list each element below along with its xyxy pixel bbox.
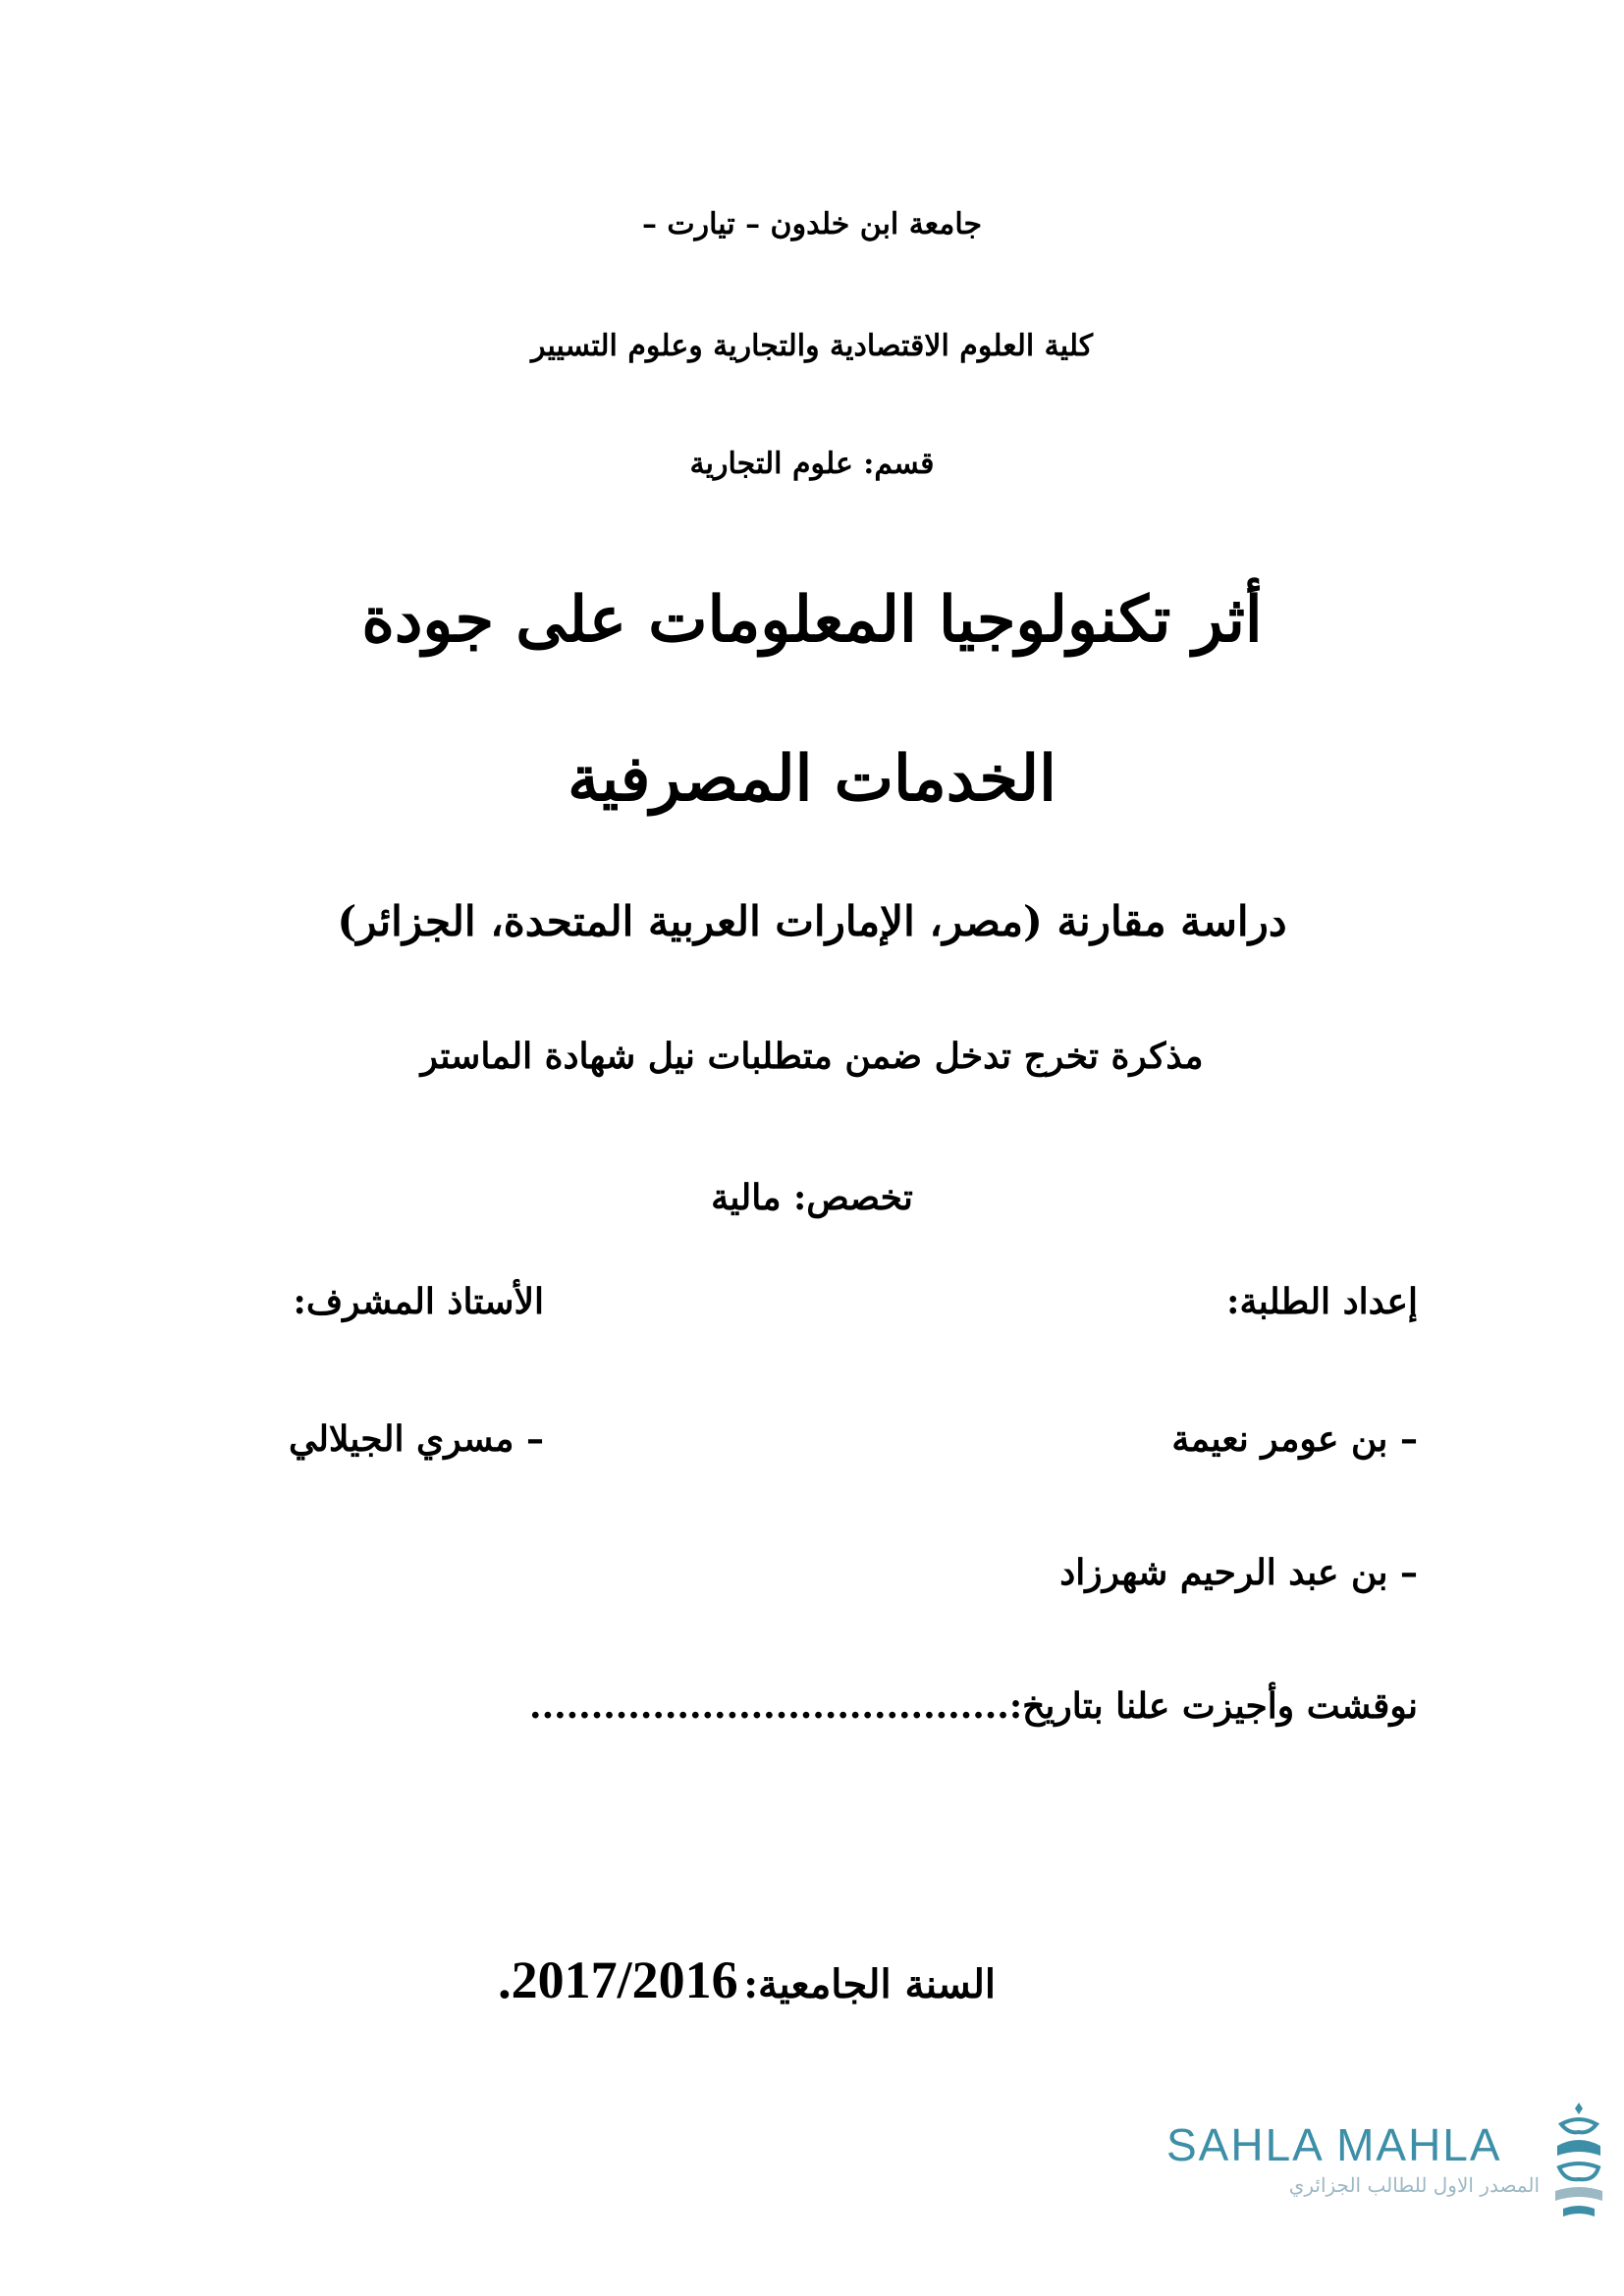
thesis-title-line-1: أثر تكنولوجيا المعلومات على جودة [361,583,1263,657]
supervisor-label: الأستاذ المشرف: [293,1281,544,1322]
defense-date-line [529,1685,1418,1727]
student-name-2: – بن عبد الرحيم شهرزاد [1059,1552,1418,1593]
academic-year [498,1950,996,2009]
specialty: تخصص: مالية [711,1177,913,1218]
university-name: جامعة ابن خلدون – تيارت – [641,207,983,241]
supervisor-name: – مسري الجيلالي [288,1418,544,1460]
student-name-1: – بن عومر نعيمة [1171,1418,1418,1460]
thesis-purpose: مذكرة تخرج تدخل ضمن متطلبات نيل شهادة الماستر [420,1036,1204,1077]
thesis-title-line-2: الخدمات المصرفية [568,742,1056,816]
logo-name: SAHLA MAHLA [1166,2119,1502,2170]
department-name: قسم: علوم التجارية [689,447,935,481]
sahla-mahla-logo [1166,2095,1608,2222]
academic-year-label: السنة الجامعية: [743,1961,996,2007]
academic-year-value: 2017/2016. [498,1950,738,2009]
logo-tagline: المصدر الاول للطالب الجزائري [1288,2173,1540,2197]
students-label: إعداد الطلبة: [1226,1281,1418,1322]
logo-calligraphy-icon [1549,2095,1608,2222]
defense-date-dots: ....................................... [529,1685,1009,1727]
thesis-subtitle: دراسة مقارنة (مصر، الإمارات العربية المتحدة، الجزائر) [337,897,1287,945]
faculty-name: كلية العلوم الاقتصادية والتجارية وعلوم التسيير [530,329,1094,363]
defense-date-label: نوقشت وأجيزت علنا بتاريخ: [1008,1685,1418,1727]
